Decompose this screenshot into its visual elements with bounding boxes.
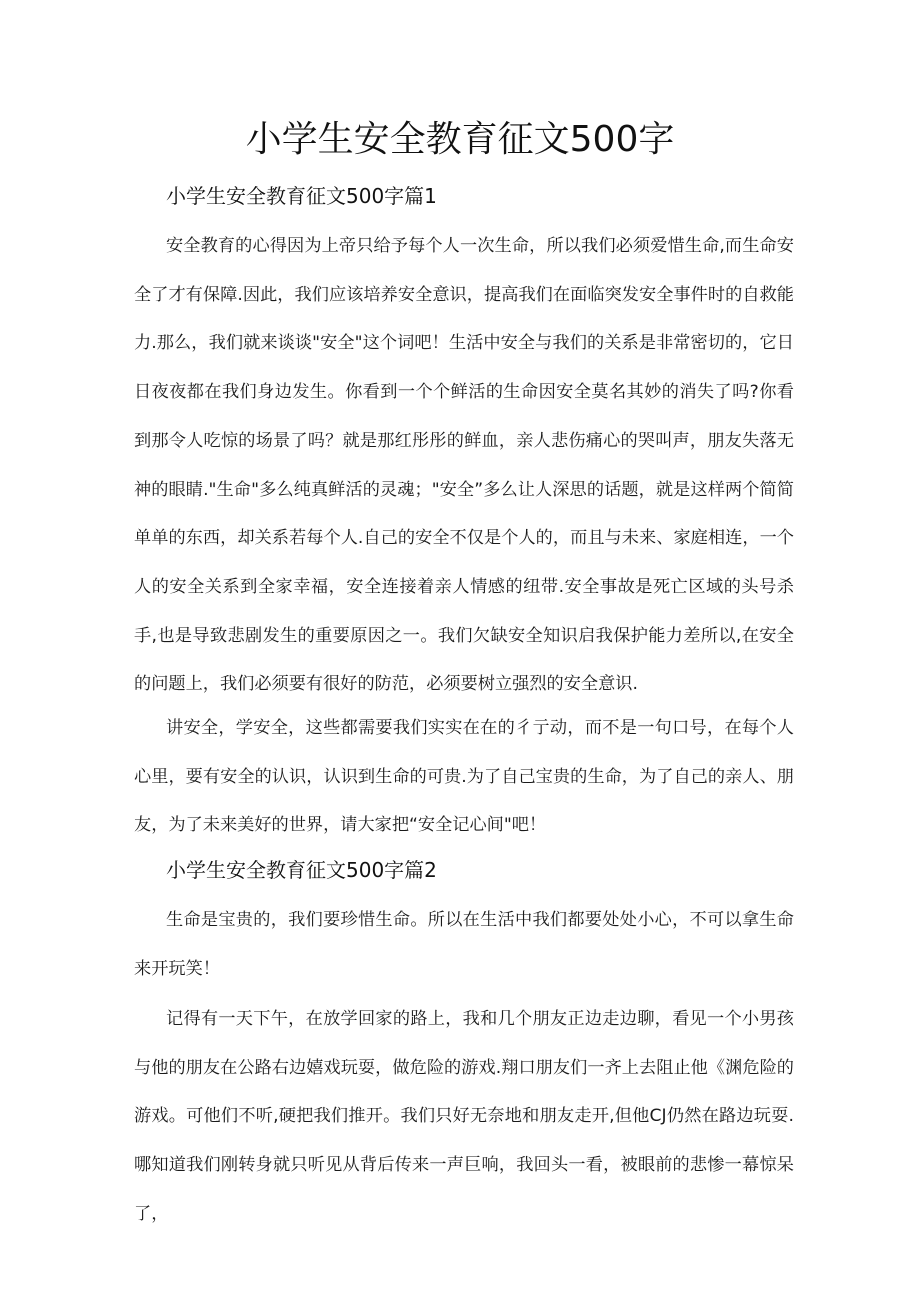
section-2-paragraph-1: 生命是宝贵的，我们要珍惜生命。所以在生活中我们都要处处小心，不可以拿生命来开玩笑！ (134, 910, 794, 979)
section-2-paragraph-2: 记得有一天下午，在放学回家的路上，我和几个朋友正边走边聊，看见一个小男孩与他的朋友在公路右边嬉戏玩耍，做危险的游戏.翔口朋友们一齐上去阻止他《渊危险的游戏。可他们不听,硬把我们推开。我们只好无奈地和朋友走开,但他CJ仍然在路边玩耍.哪知道我们刚转身就只听见从背后传来一声巨响，我回头一看，被眼前的悲惨一幕惊呆了， (134, 1009, 794, 1224)
page-title: 小学生安全教育征文500字 (245, 119, 675, 160)
section-heading-2: 小学生安全教育征文500字篇2 (166, 858, 437, 882)
section-1-paragraph-2: 讲安全，学安全，这些都需要我们实实在在的彳亍动，而不是一句口号，在每个人心里，要有安全的认识，认识到生命的可贵.为了自己宝贵的生命，为了自己的亲人、朋友，为了未来美好的世界，请大家把“安全记心间"吧！ (134, 718, 794, 836)
section-1-paragraph-1: 安全教育的心得因为上帝只给予每个人一次生命，所以我们必须爱惜生命,而生命安全了才有保障.因此，我们应该培养安全意识，提高我们在面临突发安全事件时的自救能力.那么，我们就来谈谈"安全"这个词吧！生活中安全与我们的关系是非常密切的，它日日夜夜都在我们身边发生。你看到一个个鲜活的生命因安全莫名其妙的消失了吗?你看到那令人吃惊的场景了吗？就是那红彤彤的鲜血，亲人悲伤痛心的哭叫声，朋友失落无神的眼睛."生命"多么纯真鲜活的灵魂；"安全”多么让人深思的话题，就是这样两个简简单单的东西，却关系若每个人.自己的安全不仅是个人的，而且与未来、家庭相连，一个人的安全关系到全家幸福，安全连接着亲人情感的纽带.安全事故是死亡区域的头号杀手,也是导致悲剧发生的重要原因之一。我们欠缺安全知识启我保护能力差所以,在安全的问题上，我们必须要有很好的防范，必须要树立强烈的安全意识. (134, 236, 794, 695)
section-heading-1: 小学生安全教育征文500字篇1 (166, 184, 437, 208)
